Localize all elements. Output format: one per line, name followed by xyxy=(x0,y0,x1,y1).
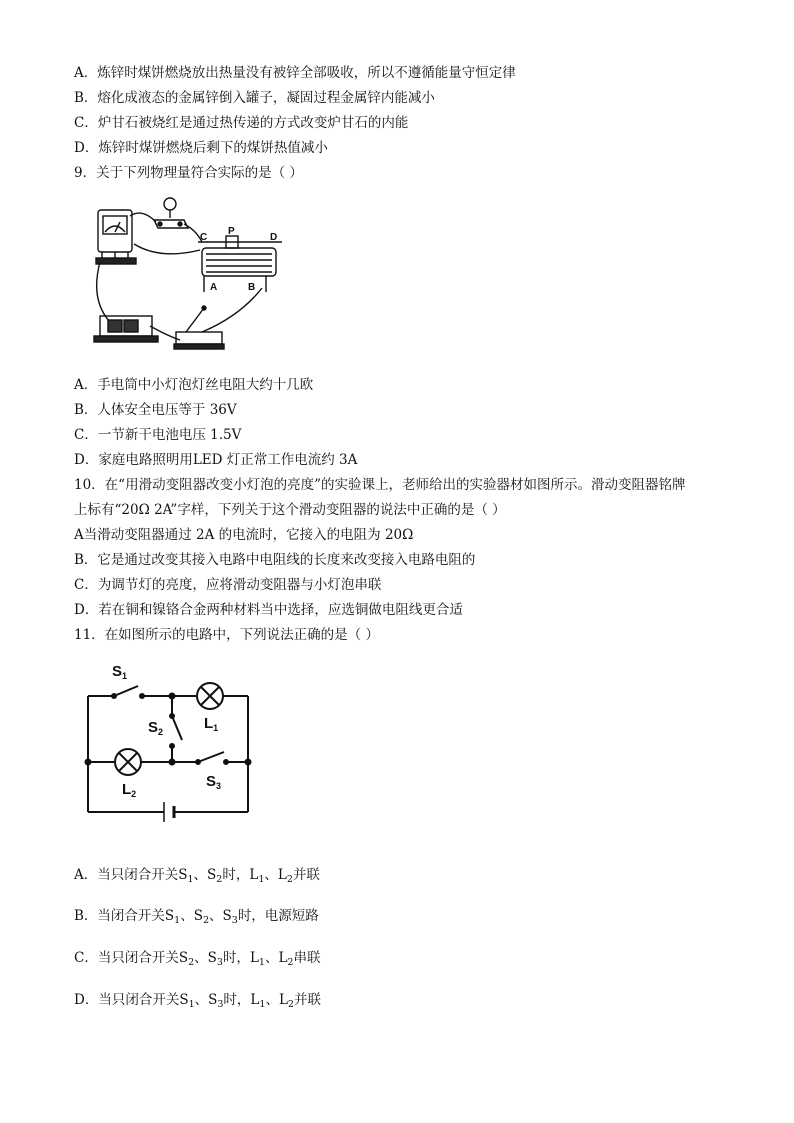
q8-option-d: D．炼锌时煤饼燃烧后剩下的煤饼热值减小 xyxy=(74,140,328,156)
q10-stem-line2: 上标有“20Ω 2A”字样，下列关于这个滑动变阻器的说法中正确的是（ ） xyxy=(74,502,506,518)
l2-label: $L_2$ xyxy=(122,781,137,799)
lamp-l1-icon xyxy=(197,683,223,709)
q9-option-d: D．家庭电路照明用LED 灯正常工作电流约 3A xyxy=(74,452,358,468)
q8-option-c: C．炉甘石被烧红是通过热传递的方式改变炉甘石的内能 xyxy=(74,115,409,131)
q10-option-c: C．为调节灯的亮度，应将滑动变阻器与小灯泡串联 xyxy=(74,577,382,593)
battery-icon xyxy=(164,802,174,822)
terminal-d-label: D xyxy=(270,232,278,243)
bulb-icon xyxy=(154,198,188,228)
switch-icon xyxy=(174,306,224,349)
terminal-c-label: C xyxy=(200,232,208,243)
terminal-b-label: B xyxy=(248,282,256,293)
q8-option-a: A．炼锌时煤饼燃烧放出热量没有被锌全部吸收，所以不遵循能量守恒定律 xyxy=(74,65,516,81)
q9-option-b: B．人体安全电压等于 36V xyxy=(74,402,237,418)
s1-label: $S_1$ xyxy=(112,663,128,681)
q8-option-b: B．熔化成液态的金属锌倒入罐子，凝固过程金属锌内能减小 xyxy=(74,90,435,106)
q10-option-b: B．它是通过改变其接入电路中电阻线的长度来改变接入电路电阻的 xyxy=(74,552,476,568)
q11-option-d: D．当只闭合开关$S_1$、$S_3$时，$L_1$、$L_2$并联 xyxy=(74,992,321,1010)
lamp-l2-icon xyxy=(115,749,141,775)
switch-s2-icon xyxy=(170,696,182,748)
q11-stem: 11．在如图所示的电路中，下列说法正确的是（ ） xyxy=(74,627,379,643)
q11-option-c: C．当只闭合开关$S_2$、$S_3$时，$L_1$、$L_2$串联 xyxy=(74,950,321,968)
q11-option-b: B．当闭合开关$S_1$、$S_2$、$S_3$时，电源短路 xyxy=(74,908,319,926)
slider-p-label: P xyxy=(228,226,235,237)
q10-option-d: D．若在铜和镍铬合金两种材料当中选择，应选铜做电阻线更合适 xyxy=(74,602,463,618)
ammeter-icon xyxy=(96,210,136,264)
terminal-a-label: A xyxy=(210,282,218,293)
l1-label: $L_1$ xyxy=(204,715,219,733)
q10-option-a: A当滑动变阻器通过 2A 的电流时，它接入的电阻为 20Ω xyxy=(74,527,414,543)
q9-option-c: C．一节新干电池电压 1.5V xyxy=(74,427,242,443)
s3-label: $S_3$ xyxy=(206,773,222,791)
battery-icon xyxy=(94,316,158,342)
circuit-diagram xyxy=(78,652,260,830)
switch-s3-icon xyxy=(196,752,228,764)
q9-stem: 9．关于下列物理量符合实际的是（ ） xyxy=(74,165,303,181)
apparatus-figure xyxy=(90,190,290,352)
q11-option-a: A．当只闭合开关$S_1$、$S_2$时，$L_1$、$L_2$并联 xyxy=(74,867,320,885)
q9-option-a: A．手电筒中小灯泡灯丝电阻大约十几欧 xyxy=(74,377,314,393)
switch-s1-icon xyxy=(112,686,144,698)
s2-label: $S_2$ xyxy=(148,719,164,737)
q10-stem-line1: 10．在“用滑动变阻器改变小灯泡的亮度”的实验课上，老师给出的实验器材如图所示。滑动变阻器铭牌 xyxy=(74,477,686,493)
